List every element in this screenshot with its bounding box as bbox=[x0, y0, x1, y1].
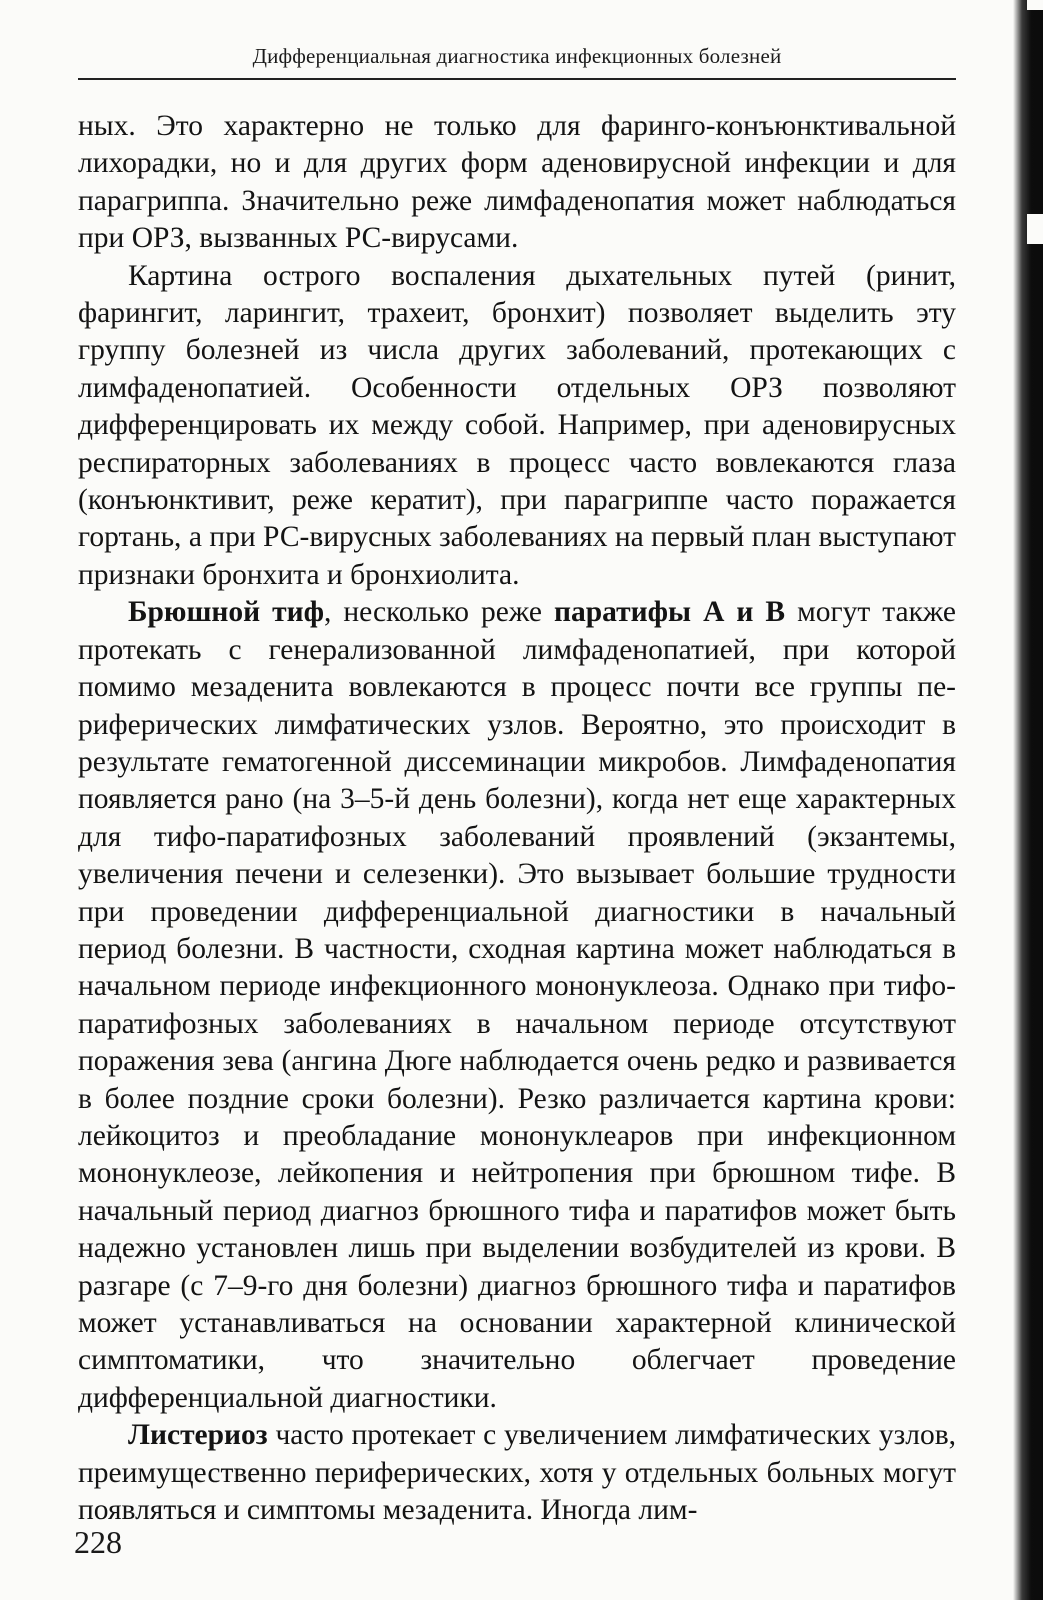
scan-edge-gap bbox=[1027, 214, 1043, 244]
text-segment: , несколько реже bbox=[324, 596, 554, 629]
text-segment: могут также протекать с генерализованной лимфаденопатией, при которой помимо мезаденита вовлекаются в процесс почти все группы периферических лимфатических узлов. Вероятно, это происходит в результате гематогенной диссеминации микробов. Лимфаденопатия появляется рано (на 3–5-й день болезни), когда нет еще характерных для тифо-паратифозных заболеваний проявлений (экзантемы, увеличения печени и селезенки). Это вызывает большие трудности при проведении дифференциальной диагностики в начальный период болезни. В частности, сходная картина может наблюдаться в начальном периоде инфекционного мононуклеоза. Однако при тифо-паратифозных заболеваниях в начальном периоде отсутствуют поражения зева (ангина Дюге наблюдается очень редко и развивается в более поздние сроки болезни). Резко различается картина крови: лейкоцитоз и преобладание мононуклеаров при инфекционном мононуклеозе, лейкопения и нейтропения при брюшном тифе. В начальный период диагноз брюшного тифа и паратифов может быть надежно установлен лишь при выделении возбудителей из крови. В разгаре (с 7–9-го дня болезни) диагноз брюшного тифа и паратифов может устанавливаться на основании характерной клинической симптоматики, что значительно облегчает проведение дифференциальной диагностики. bbox=[78, 596, 956, 1414]
paragraph-typhoid bbox=[78, 594, 956, 1417]
term-paratyphoid: паратифы А и В bbox=[554, 596, 786, 629]
scan-edge-gap bbox=[1027, 0, 1043, 10]
term-typhoid: Брюшной тиф bbox=[128, 596, 325, 629]
paragraph-continuation: ных. Это характерно не только для фаринго-конъюнктивальной лихорадки, но и для других форм аденовирусной инфекции и для парагриппа. Значительно реже лимфаденопатия может наблюдаться при ОРЗ, вызванных РС-вирусами. bbox=[78, 110, 956, 255]
body-text bbox=[78, 108, 956, 1529]
text-segment: часто протекает с увеличением лимфатических узлов, преимущественно периферических, хотя у отдельных больных могут появляться и симптомы мезаденита. Иногда лим- bbox=[78, 1419, 956, 1527]
paragraph-ari: Картина острого воспаления дыхательных путей (ринит, фарингит, ларингит, трахеит, бронхит) позволяет выделить эту группу болезней из числа других заболеваний, протекающих с лимфаденопатией. Особенности отдельных ОРЗ позволяют дифференцировать их между собой. Например, при аденовирусных респираторных заболеваниях в процесс часто вовлекаются глаза (конъюнктивит, реже кератит), при парагриппе часто поражается гортань, а при РС-вирусных заболеваниях на первый план выступают признаки бронхита и бронхиолита. bbox=[78, 259, 956, 591]
running-header: Дифференциальная диагностика инфекционных болезней bbox=[252, 44, 782, 68]
header-rule bbox=[78, 78, 956, 80]
paragraph-listeriosis bbox=[78, 1417, 956, 1529]
term-listeriosis: Листериоз bbox=[128, 1419, 268, 1452]
page-number: 228 bbox=[74, 1524, 122, 1560]
